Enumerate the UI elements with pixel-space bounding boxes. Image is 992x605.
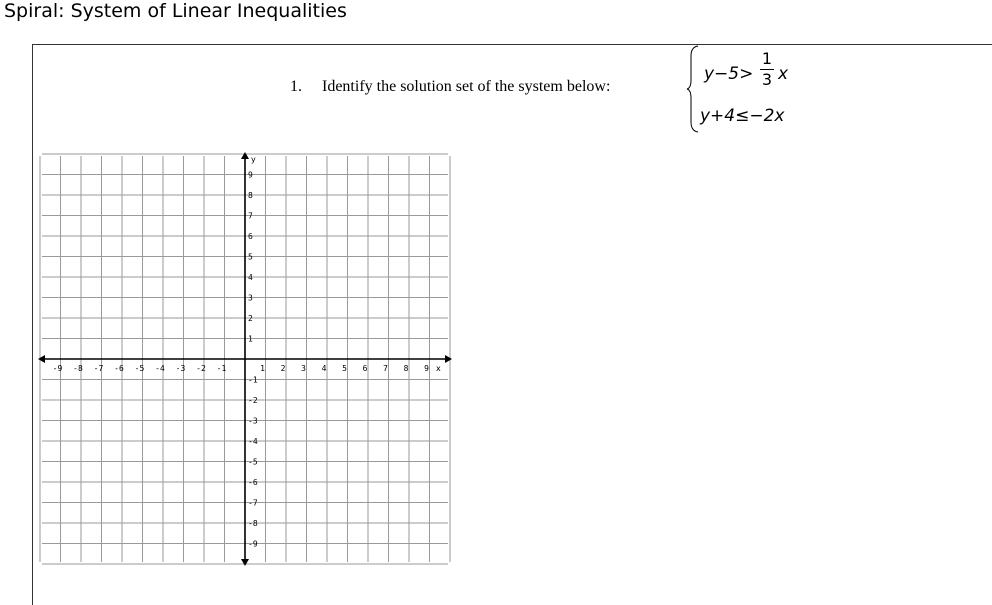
y-tick-label: 9 bbox=[248, 170, 253, 180]
x-axis-label: x bbox=[436, 364, 441, 373]
x-axis-arrow-left bbox=[38, 355, 45, 363]
inequality-1-lhs: y−5> bbox=[704, 64, 754, 84]
x-tick-label: 9 bbox=[424, 364, 429, 373]
y-tick-label: -8 bbox=[248, 519, 258, 528]
x-tick-label: 2 bbox=[280, 364, 286, 373]
inequality-1-relation: > bbox=[739, 64, 754, 84]
y-axis-arrow-up bbox=[241, 152, 249, 159]
y-axis-label: y bbox=[251, 155, 256, 164]
y-tick-label: -1 bbox=[248, 375, 258, 385]
y-axis-arrow-down bbox=[241, 559, 249, 566]
x-tick-label: -4 bbox=[155, 364, 165, 373]
page-title: Spiral: System of Linear Inequalities bbox=[4, 0, 347, 22]
y-tick-label: -9 bbox=[248, 539, 258, 549]
y-tick-label: 3 bbox=[248, 293, 253, 303]
inequality-1-variable: x bbox=[778, 64, 789, 84]
x-tick-label: 3 bbox=[301, 364, 306, 373]
x-axis-arrow-right bbox=[445, 355, 452, 363]
y-tick-label: 1 bbox=[248, 334, 253, 344]
y-tick-label: -5 bbox=[248, 457, 258, 467]
question-number: 1. bbox=[290, 78, 302, 95]
x-tick-label: -6 bbox=[114, 364, 124, 373]
x-tick-label: -8 bbox=[73, 364, 83, 373]
coordinate-grid bbox=[38, 152, 452, 566]
y-tick-label: 5 bbox=[248, 252, 253, 262]
x-tick-label: -3 bbox=[175, 364, 186, 373]
y-tick-label: 6 bbox=[248, 232, 253, 241]
fraction-numerator: 1 bbox=[761, 49, 773, 68]
y-tick-label: 4 bbox=[248, 273, 253, 282]
x-tick-label: -1 bbox=[216, 364, 227, 373]
y-tick-label: 8 bbox=[248, 191, 253, 200]
x-tick-label: -7 bbox=[93, 364, 104, 373]
x-tick-label: 5 bbox=[342, 364, 347, 373]
x-tick-label: -2 bbox=[196, 364, 206, 373]
y-tick-label: 7 bbox=[248, 211, 253, 221]
x-tick-label: -5 bbox=[134, 364, 145, 373]
x-tick-label: -9 bbox=[52, 364, 63, 373]
question-text: Identify the solution set of the system below: bbox=[322, 78, 611, 95]
x-tick-label: 4 bbox=[321, 364, 327, 373]
inequality-2: y+4≤−2x bbox=[700, 106, 785, 126]
y-tick-label: 2 bbox=[248, 314, 253, 323]
inequality-1-fraction bbox=[760, 50, 774, 89]
x-tick-label: 1 bbox=[260, 364, 265, 373]
x-tick-label: 8 bbox=[403, 364, 409, 373]
y-tick-label: -6 bbox=[248, 478, 258, 487]
x-tick-label: 7 bbox=[383, 364, 388, 373]
fraction-denominator: 3 bbox=[761, 70, 773, 89]
y-tick-label: -4 bbox=[248, 437, 258, 446]
y-tick-label: -2 bbox=[248, 396, 258, 405]
y-tick-label: -3 bbox=[248, 416, 258, 426]
x-tick-label: 6 bbox=[362, 364, 368, 373]
y-tick-label: -7 bbox=[248, 498, 258, 508]
